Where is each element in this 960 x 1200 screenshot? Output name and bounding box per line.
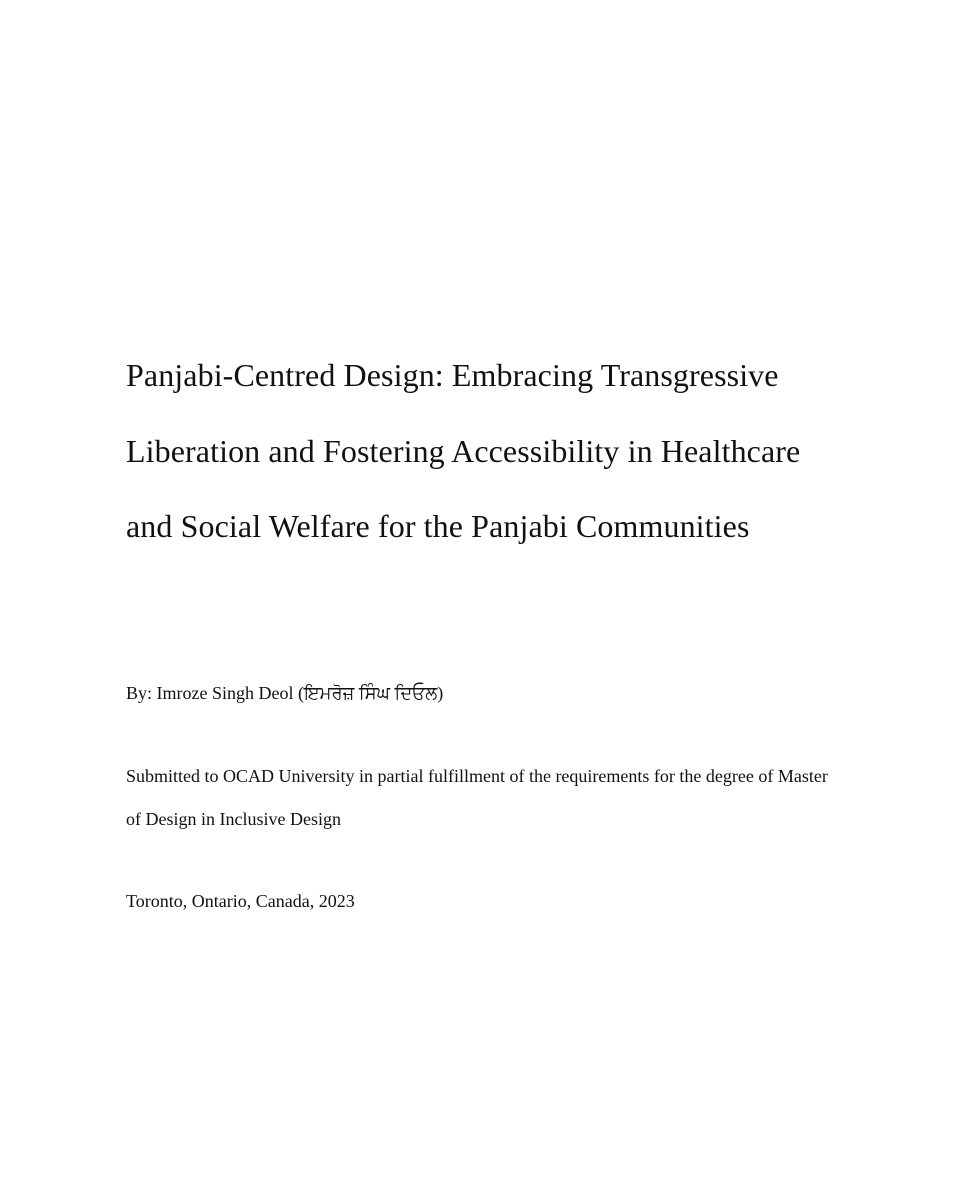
submission-statement-line-1: Submitted to OCAD University in partial fulfillment of the requirements for the degree of Master [126,766,828,786]
submission-statement-line-2: of Design in Inclusive Design [126,809,341,829]
thesis-title-line-3: and Social Welfare for the Panjabi Communities [126,508,750,544]
place-and-year: Toronto, Ontario, Canada, 2023 [126,891,355,911]
thesis-title-line-2: Liberation and Fostering Accessibility in Healthcare [126,433,801,469]
author-line: By: Imroze Singh Deol (ਇਮਰੋਜ਼ ਸਿੰਘ ਦਿਓਲ) [126,683,444,703]
thesis-title-line-1: Panjabi-Centred Design: Embracing Transgressive [126,357,779,393]
